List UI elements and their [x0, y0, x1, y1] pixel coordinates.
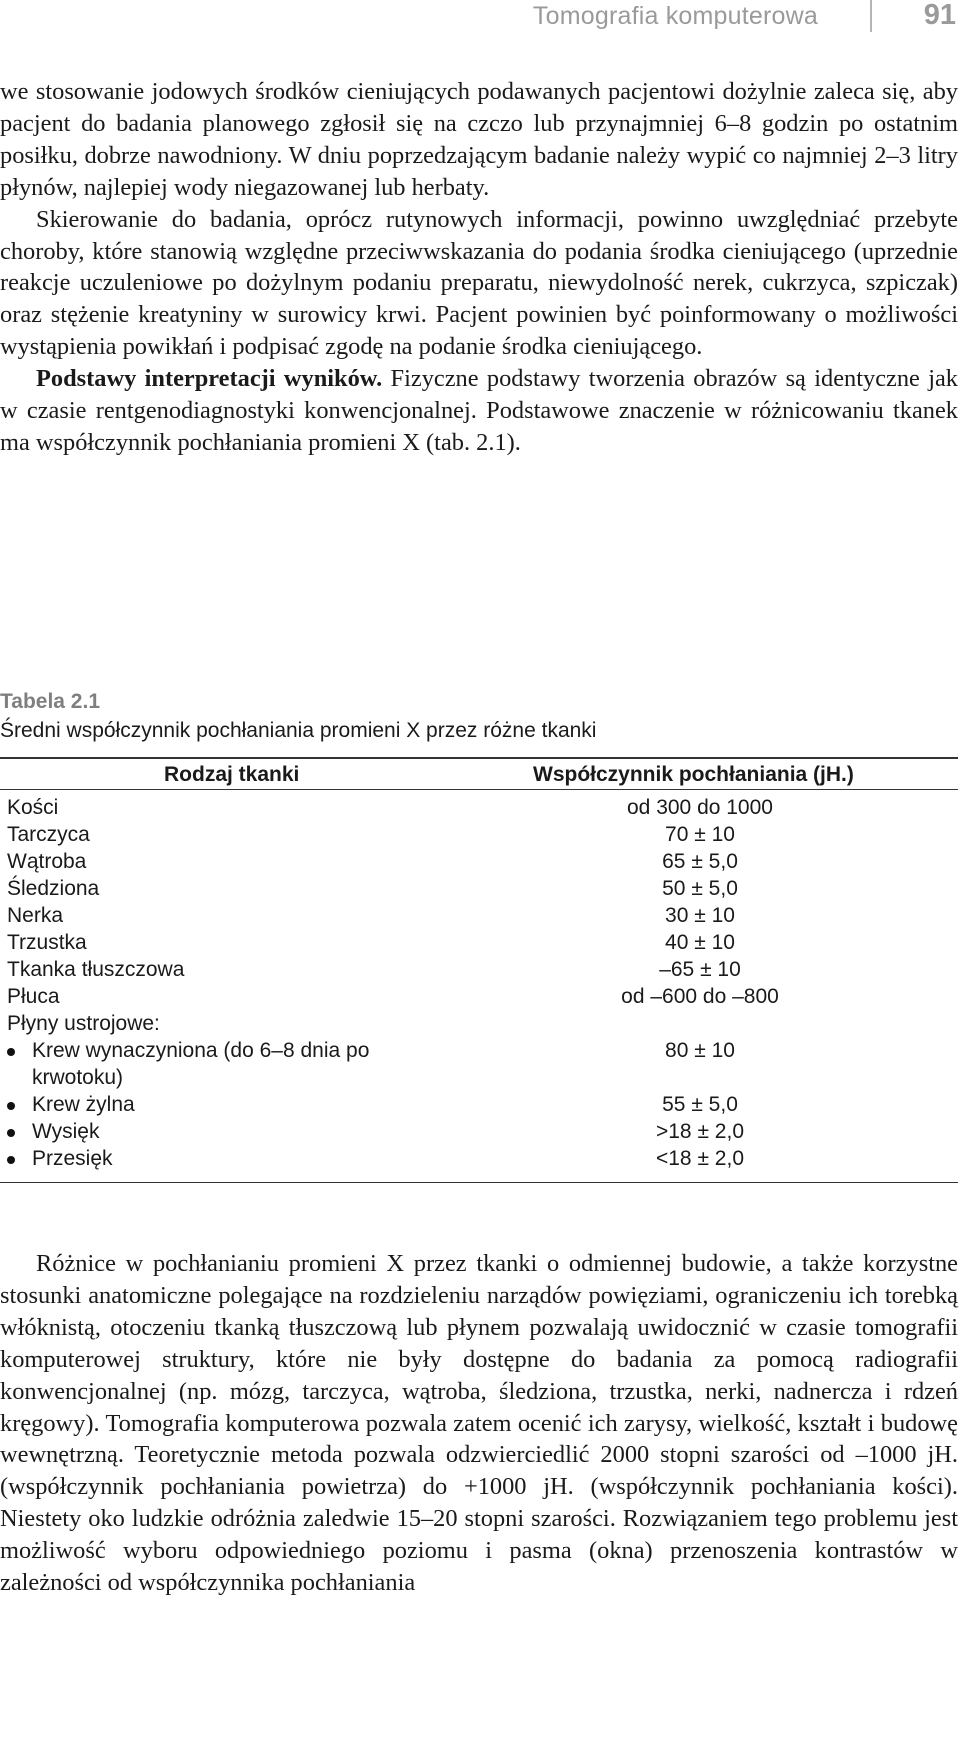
- paragraph-referral: Skierowanie do badania, oprócz rutynowych informacji, powinno uwzględniać przebyte choroby, które stanowią względne przeciwwskazania do podania środka cieniującego (uprzednie reakcje uczuleniowe po dożylnym podaniu preparatu, niewydolność nerek, cukrzyca, szpiczak) oraz stężenie kreatyniny w surowicy krwi. Pacjent powinien być poinformowany o możliwości wystąpienia powikłań i podpisać zgodę na podanie środka cieniującego.: [0, 205, 958, 361]
- tissue-name: Nerka: [7, 903, 64, 927]
- table-row-fluid: [0, 1118, 958, 1145]
- tissue-name: Tkanka tłuszczowa: [7, 957, 185, 981]
- table-body: [0, 790, 958, 1172]
- running-header-title: Tomografia komputerowa: [532, 2, 818, 30]
- coefficient-value: 80 ± 10: [665, 1038, 735, 1062]
- bullet-icon: [7, 1048, 15, 1056]
- table-row: [0, 929, 958, 956]
- bullet-icon: [7, 1129, 15, 1137]
- interpretation-text: Fizyczne podstawy tworzenia obrazów są identyczne jak w czasie rentgenodiagnostyki konwencjonalnej. Podstawowe znaczenie w różnicowaniu tkanek ma współczynnik pochłaniania promieni X (tab. 2.1).: [0, 365, 959, 456]
- bullet-icon: [7, 1102, 15, 1110]
- table-row-fluid: [0, 1145, 958, 1172]
- coefficient-value: –65 ± 10: [659, 957, 741, 981]
- tissue-name: Kości: [7, 795, 59, 819]
- fluid-name-text: Wysięk: [32, 1119, 100, 1143]
- tissue-name: Trzustka: [7, 930, 87, 954]
- coefficient-value: 30 ± 10: [665, 903, 735, 927]
- tissue-name: Płuca: [7, 984, 60, 1008]
- section-heading-interpretation: Podstawy interpretacji wyników.: [36, 365, 383, 393]
- table-label: Tabela 2.1: [0, 690, 100, 713]
- fluid-name: [7, 1037, 437, 1091]
- column-header-coefficient: Współczynnik pochłaniania (jH.): [533, 762, 854, 786]
- bullet-icon: [7, 1156, 15, 1164]
- running-header: [0, 0, 958, 40]
- table-row: [0, 983, 958, 1010]
- closing-text: [0, 1248, 958, 1599]
- table-header-row: [0, 759, 958, 790]
- coefficient-value: 70 ± 10: [665, 822, 735, 846]
- fluid-name-text: Krew wynaczyniona (do 6–8 dnia po krwotoku): [32, 1038, 370, 1089]
- coefficient-value: od 300 do 1000: [627, 795, 773, 819]
- coefficient-value: 50 ± 5,0: [662, 876, 738, 900]
- table-row-fluid: [0, 1091, 958, 1118]
- table-row-fluid: [0, 1037, 958, 1091]
- paragraph-preparation: we stosowanie jodowych środków cieniujących podawanych pacjentowi dożylnie zaleca się, aby pacjent do badania planowego zgłosił się na czczo lub przynajmniej 6–8 godzin po ostatnim posiłku, dobrze nawodniony. W dniu poprzedzającym badanie należy wypić co najmniej 2–3 litry płynów, najlepiej wody niegazowanej lub herbaty.: [0, 78, 958, 201]
- fluid-name: [7, 1145, 502, 1172]
- fluid-name-text: Krew żylna: [32, 1092, 135, 1116]
- fluid-name-text: Przesięk: [32, 1146, 113, 1170]
- fluid-name: [7, 1118, 502, 1145]
- tissue-name: Płyny ustrojowe:: [7, 1011, 160, 1035]
- coefficient-value: od –600 do –800: [621, 984, 779, 1008]
- table-row: [0, 902, 958, 929]
- tissue-name: Wątroba: [7, 849, 87, 873]
- table-row: [0, 848, 958, 875]
- table-row: [0, 821, 958, 848]
- intro-text: [0, 76, 958, 459]
- table-row: [0, 956, 958, 983]
- coefficient-value: 65 ± 5,0: [662, 849, 738, 873]
- tissue-name: Tarczyca: [7, 822, 90, 846]
- header-separator: [870, 0, 872, 32]
- table-caption: Średni współczynnik pochłaniania promieni X przez różne tkanki: [0, 719, 597, 742]
- table-row: [0, 794, 958, 821]
- table-bottom-rule: [0, 1182, 958, 1184]
- paragraph-interpretation: [0, 363, 958, 459]
- coefficient-value: 55 ± 5,0: [662, 1092, 738, 1116]
- paragraph-contrast: Różnice w pochłanianiu promieni X przez tkanki o odmiennej budowie, a także korzystne stosunki anatomiczne polegające na rozdzieleniu narządów powięziami, ograniczeniu ich torebką włóknistą, otoczeniu tkanką tłuszczową lub płynem pozwalają uwidocznić w czasie tomografii komputerowej struktury, które nie były dostępne do badania za pomocą radiografii konwencjonalnej (np. mózg, tarczyca, wątroba, śledziona, trzustka, nerki, nadnercza i rdzeń kręgowy). Tomografia komputerowa pozwala zatem ocenić ich zarysy, wielkość, kształt i budowę wewnętrzną. Teoretycznie metoda pozwala odzwierciedlić 2000 stopni szarości od –1000 jH. (współczynnik pochłaniania powietrza) do +1000 jH. (współczynnik pochłaniania kości). Niestety oko ludzkie odróżnia zaledwie 15–20 stopni szarości. Rozwiązaniem tego problemu jest możliwość wyboru odpowiedniego poziomu i pasma (okna) przenoszenia kontrastów w zależności od współczynnika pochłaniania: [0, 1250, 958, 1597]
- page-number: 91: [923, 0, 956, 31]
- fluid-name: [7, 1091, 502, 1118]
- table-row: [0, 1010, 958, 1037]
- tissue-name: Śledziona: [7, 876, 100, 900]
- coefficient-value: 40 ± 10: [665, 930, 735, 954]
- column-header-tissue: Rodzaj tkanki: [164, 762, 300, 786]
- table-row: [0, 875, 958, 902]
- coefficient-value: >18 ± 2,0: [655, 1119, 744, 1143]
- table-absorption: [0, 690, 958, 1183]
- coefficient-value: <18 ± 2,0: [655, 1146, 744, 1170]
